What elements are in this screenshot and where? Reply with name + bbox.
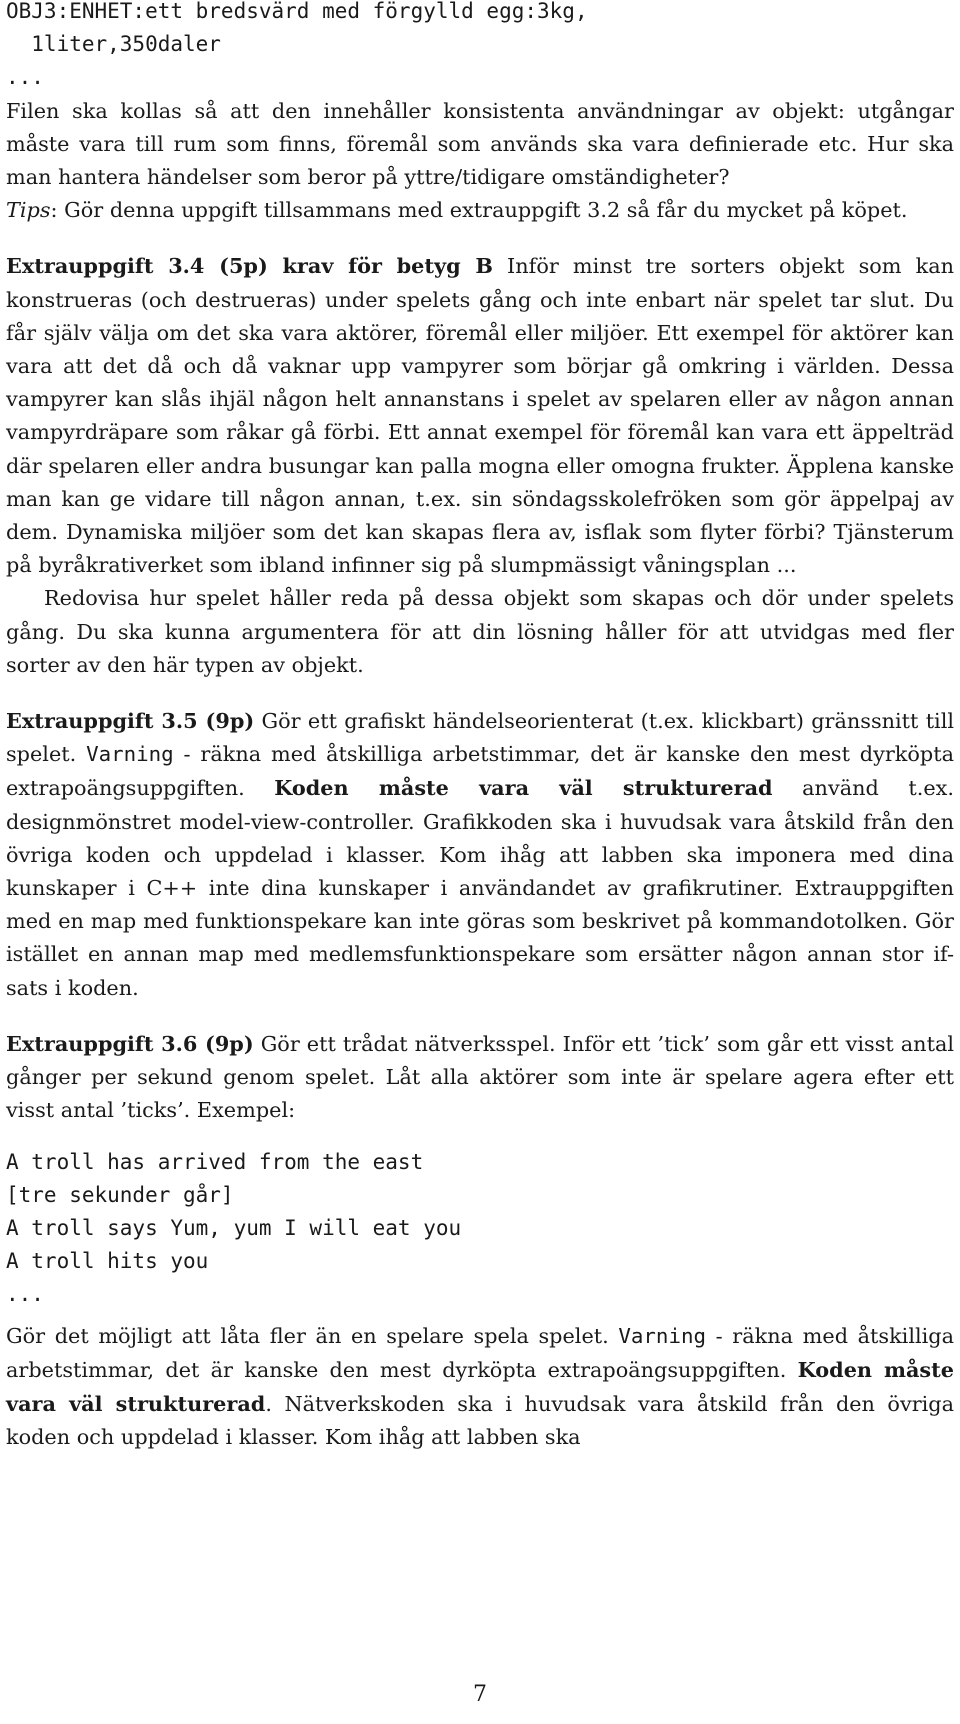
tips-label: Tips [6, 198, 51, 223]
paragraph-file-check: Filen ska kollas så att den innehåller konsistenta användningar av objekt: utgångar måste vara till rum som finns, föremål som används ska vara definierade etc. Hur ska man hantera händelser som beror på yttre/tidigare omständigheter? [6, 98, 954, 190]
document-page [6, 0, 954, 1454]
section-text: Gör ett grafiskt händelseorienterat (t.ex. klickbart) gränssnitt till spelet. [6, 709, 955, 767]
tips-text: : Gör denna uppgift tillsammans med extrauppgift 3.2 så får du mycket på köpet. [50, 198, 908, 223]
warning-label: Varning [86, 742, 174, 767]
paragraph-tips [6, 194, 954, 227]
section-heading: Extrauppgift 3.5 (9p) [6, 708, 255, 734]
code-line: A troll says Yum, yum I will eat you [6, 1215, 462, 1240]
code-line: OBJ3:ENHET:ett bredsvärd med förgylld egg:3kg, [6, 0, 588, 23]
code-block-top [6, 0, 954, 95]
section-text: - räkna med åtskilliga arbetstimmar, det är kanske den mest dyrköpta extrapoängsuppgiften. [6, 742, 954, 801]
warning-label: Varning [618, 1323, 707, 1348]
code-block-example [6, 1146, 954, 1312]
paragraph-extrauppgift-3-5 [6, 704, 954, 1005]
code-line: A troll hits you [6, 1249, 209, 1274]
paragraph-multiplayer [6, 1320, 954, 1455]
section-text: använd t.ex. designmönstret model-view-controller. Grafikkoden ska i huvudsak vara åtskild från den övriga koden och uppdelad i klasser. Kom ihåg att labben ska imponera med dina kunskaper i C++ inte dina kunskaper i användandet av grafikrutiner. Extrauppgiften med en map med funktionspekare kan inte göras som beskrivet på kommandotolken. Gör istället en annan map med medlemsfunktionspekare som ersätter någon annan stor if-sats i koden. [6, 776, 954, 1000]
code-line: A troll has arrived from the east [6, 1149, 424, 1174]
section-text: Gör det möjligt att låta fler än en spelare spela spelet. [6, 1323, 619, 1348]
section-text: - räkna med åtskilliga arbetstimmar, det är kanske den mest dyrköpta extrapoängsuppgiften. [6, 1323, 954, 1382]
section-heading: Extrauppgift 3.6 (9p) [6, 1030, 254, 1056]
emphasis-text: Koden måste vara väl strukturerad [6, 1356, 954, 1416]
section-heading: Extrauppgift 3.4 (5p) krav för betyg B [6, 253, 493, 279]
code-line: [tre sekunder går] [6, 1182, 234, 1207]
paragraph-redovisa: Redovisa hur spelet håller reda på dessa objekt som skapas och dör under spelets gång. Du ska kunna argumentera för att din lösning håller för att utvidgas med fler sorter av den här typen av objekt. [6, 586, 954, 677]
code-line: ... [6, 1282, 44, 1307]
paragraph-extrauppgift-3-6 [6, 1027, 954, 1128]
section-text: Inför minst tre sorters objekt som kan konstrueras (och destrueras) under spelets gång och inte enbart när spelet tar slut. Du får själv välja om det ska vara aktörer, föremål eller miljöer. Ett exempel för aktörer kan vara att det då och då vaknar upp vampyrer som börjar gå omkring i världen. Dessa vampyrer kan slås ihjäl någon helt annanstans i spelet av spelaren eller av någon annan vampyrdräpare som råkar gå förbi. Ett annat exempel för föremål kan vara ett äppelträd där spelaren eller andra busungar kan palla mogna eller omogna frukter. Äpplena kanske man kan ge vidare till någon annan, t.ex. sin söndagsskolefröken som gör äppelpaj av dem. Dynamiska miljöer som det kan skapas flera av, isflak som flyter förbi? Tjänsterum på byråkrativerket som ibland infinner sig på slumpmässigt våningsplan ... [6, 254, 955, 578]
page-number: 7 [473, 1682, 487, 1707]
paragraph-extrauppgift-3-4 [6, 249, 954, 582]
section-text: . Nätverkskoden ska i huvudsak vara åtskild från den övriga koden och uppdelad i klasser. Kom ihåg att labben ska [6, 1391, 955, 1450]
section-text: Gör ett trådat nätverksspel. Inför ett ’tick’ som går ett visst antal gånger per sekund genom spelet. Låt alla aktörer som inte är spelare agera efter ett visst antal ’ticks’. Exempel: [6, 1031, 954, 1123]
code-line: 1liter,350daler [6, 32, 221, 57]
code-line: ... [6, 65, 44, 90]
emphasis-text: Koden måste vara väl strukturerad [274, 775, 773, 801]
